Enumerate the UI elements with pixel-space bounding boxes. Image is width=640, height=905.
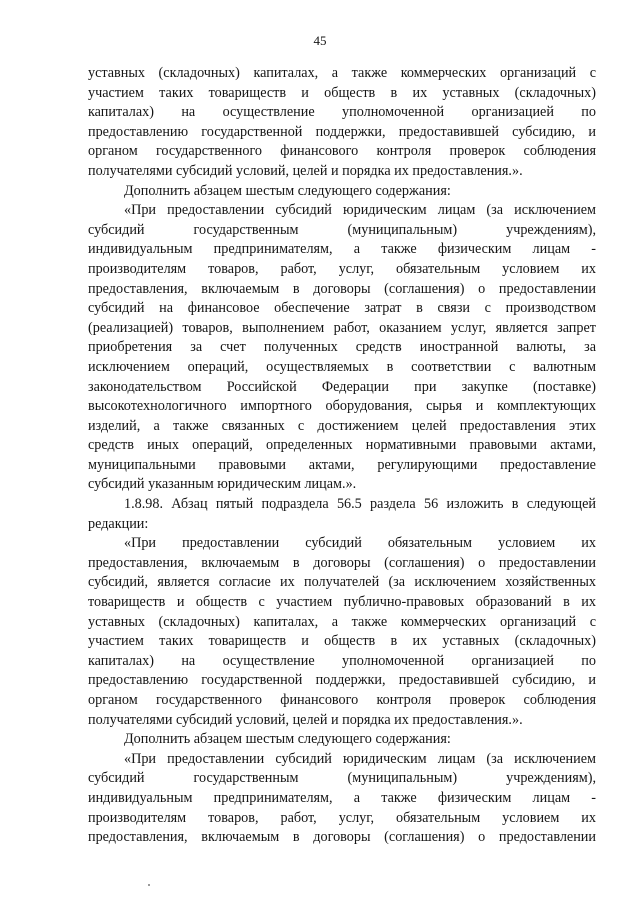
text-line: исключением операций, осуществляемых в соответствии с валютным bbox=[88, 358, 596, 375]
text-line: предоставлению государственной поддержки, предоставившей субсидию, и bbox=[88, 672, 596, 689]
text-line: «При предоставлении субсидий юридическим лицам (за исключением bbox=[124, 202, 596, 219]
text-line: органом государственного финансового контроля проверок соблюдения bbox=[88, 692, 596, 708]
text-line: изделий, а также связанных с достижением целей предоставления этих bbox=[88, 417, 596, 434]
document-body bbox=[88, 64, 596, 848]
text-line: Дополнить абзацем шестым следующего содержания: bbox=[124, 182, 451, 199]
text-line: высокотехнологичного импортного оборудования, сырья и комплектующих bbox=[88, 398, 596, 415]
text-line: «При предоставлении субсидий юридическим лицам (за исключением bbox=[124, 750, 596, 767]
text-line: получателями субсидий условий, целей и порядка их предоставления.». bbox=[88, 711, 523, 728]
text-line: предоставлению государственной поддержки, предоставившей субсидию, и bbox=[88, 123, 596, 140]
text-line: получателями субсидий условий, целей и порядка их предоставления.». bbox=[88, 162, 523, 179]
text-line: уставных (складочных) капиталах, а также коммерческих организаций с bbox=[88, 613, 596, 630]
text-line: уставных (складочных) капиталах, а также коммерческих организаций с bbox=[88, 65, 596, 81]
text-line: субсидий указанным юридическим лицам.». bbox=[88, 476, 357, 493]
scan-speck bbox=[148, 884, 150, 886]
text-line: законодательством Российской Федерации при закупке (поставке) bbox=[88, 378, 596, 395]
text-line: производителям товаров, работ, услуг, обязательным условием их bbox=[88, 809, 596, 826]
text-line: капиталах) на осуществление уполномоченной организацией по bbox=[88, 104, 596, 121]
text-line: приобретения за счет полученных средств иностранной валюты, за bbox=[88, 339, 596, 356]
text-line: субсидий, является согласие их получателей (за исключением хозяйственных bbox=[88, 574, 596, 591]
text-line: капиталах) на осуществление уполномоченной организацией по bbox=[88, 652, 596, 669]
text-line: предоставления, включаемым в договоры (соглашения) о предоставлении bbox=[88, 829, 596, 846]
text-line: муниципальными правовыми актами, регулирующими предоставление bbox=[88, 456, 596, 473]
text-line: участием таких товариществ и обществ в их уставных (складочных) bbox=[88, 633, 596, 650]
page-number: 45 bbox=[313, 33, 327, 48]
text-line: редакции: bbox=[88, 515, 149, 532]
text-line: (реализацией) товаров, выполнением работ, оказанием услуг, является запрет bbox=[88, 319, 596, 336]
text-line: предоставления, включаемым в договоры (соглашения) о предоставлении bbox=[88, 554, 596, 571]
text-line: предоставления, включаемым в договоры (соглашения) о предоставлении bbox=[88, 280, 596, 297]
text-line: индивидуальным предпринимателям, а также физическим лицам - bbox=[88, 789, 596, 806]
text-line: товариществ и обществ с участием публично-правовых образований в их bbox=[88, 594, 596, 611]
text-line: субсидий на финансовое обеспечение затрат в связи с производством bbox=[88, 300, 596, 317]
text-line: участием таких товариществ и обществ в их уставных (складочных) bbox=[88, 84, 596, 101]
text-line: Дополнить абзацем шестым следующего содержания: bbox=[124, 731, 451, 748]
text-line: средств иных операций, определенных нормативными правовыми актами, bbox=[88, 437, 596, 454]
text-line: производителям товаров, работ, услуг, обязательным условием их bbox=[88, 260, 596, 277]
text-line: «При предоставлении субсидий обязательным условием их bbox=[124, 535, 596, 552]
text-line: субсидий государственным (муниципальным) учреждениям), bbox=[88, 770, 596, 787]
text-line: 1.8.98. Абзац пятый подраздела 56.5 раздела 56 изложить в следующей bbox=[124, 496, 596, 513]
text-line: индивидуальным предпринимателям, а также физическим лицам - bbox=[88, 241, 596, 258]
text-line: субсидий государственным (муниципальным) учреждениям), bbox=[88, 221, 596, 238]
text-line: органом государственного финансового контроля проверок соблюдения bbox=[88, 143, 596, 160]
